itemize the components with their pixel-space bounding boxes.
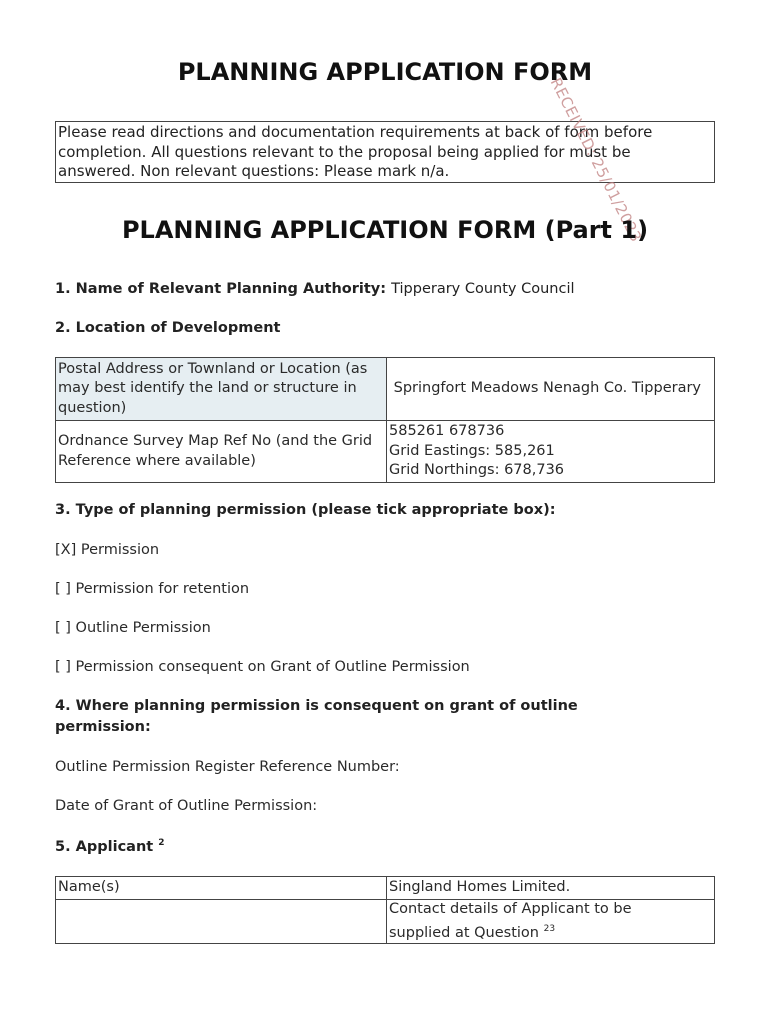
q1-value: Tipperary County Council bbox=[391, 281, 575, 297]
table-row bbox=[56, 877, 715, 900]
contact-note-line2: supplied at Question bbox=[389, 924, 539, 941]
q5-heading-text: 5. Applicant bbox=[55, 838, 154, 855]
contact-note-line2-wrap bbox=[389, 920, 712, 943]
table-row bbox=[56, 421, 715, 483]
contact-footnote-ref: 23 bbox=[543, 923, 556, 934]
q2-heading: 2. Location of Development bbox=[55, 320, 281, 336]
form-title: PLANNING APPLICATION FORM bbox=[177, 58, 593, 86]
postal-address-value: Springfort Meadows Nenagh Co. Tipperary bbox=[387, 358, 715, 421]
option-outline: [ ] Outline Permission bbox=[55, 620, 211, 636]
map-ref-numbers: 585261 678736 bbox=[389, 423, 505, 440]
empty-cell bbox=[56, 900, 387, 944]
q4-heading-line1: 4. Where planning permission is consequent on grant of outline bbox=[55, 698, 578, 714]
outline-date-label: Date of Grant of Outline Permission: bbox=[55, 798, 318, 814]
table-row bbox=[56, 900, 715, 944]
grid-eastings: Grid Eastings: 585,261 bbox=[389, 442, 555, 459]
q1-line bbox=[55, 281, 575, 297]
applicant-name-label: Name(s) bbox=[56, 877, 387, 900]
option-permission: [X] Permission bbox=[55, 542, 160, 558]
applicant-table bbox=[55, 876, 715, 944]
option-consequent: [ ] Permission consequent on Grant of Outline Permission bbox=[55, 659, 470, 675]
option-retention: [ ] Permission for retention bbox=[55, 581, 250, 597]
received-stamp: RECEIVED: 25/01/2023 bbox=[546, 74, 646, 246]
applicant-name-value: Singland Homes Limited. bbox=[387, 877, 715, 900]
os-map-ref-label: Ordnance Survey Map Ref No (and the Grid Reference where available) bbox=[56, 421, 387, 483]
q3-heading: 3. Type of planning permission (please tick appropriate box): bbox=[55, 502, 556, 518]
applicant-contact-note bbox=[387, 900, 715, 944]
part-title: PLANNING APPLICATION FORM (Part 1) bbox=[121, 216, 649, 244]
instructions-notice: Please read directions and documentation requirements at back of form before completion. All questions relevant to the proposal being applied for must be answered. Non relevant questions: Please mark n/a. bbox=[55, 121, 715, 183]
q5-heading bbox=[55, 838, 165, 855]
postal-address-label: Postal Address or Townland or Location (as may best identify the land or structure in question) bbox=[56, 358, 387, 421]
grid-northings: Grid Northings: 678,736 bbox=[389, 462, 565, 479]
table-row bbox=[56, 358, 715, 421]
outline-ref-label: Outline Permission Register Reference Number: bbox=[55, 759, 400, 775]
os-map-ref-value bbox=[387, 421, 715, 483]
location-table bbox=[55, 357, 715, 483]
contact-note-line1: Contact details of Applicant to be bbox=[389, 901, 632, 918]
q1-label: 1. Name of Relevant Planning Authority: bbox=[55, 281, 387, 297]
q4-heading-line2: permission: bbox=[55, 719, 151, 735]
q5-footnote-ref: 2 bbox=[158, 838, 165, 848]
